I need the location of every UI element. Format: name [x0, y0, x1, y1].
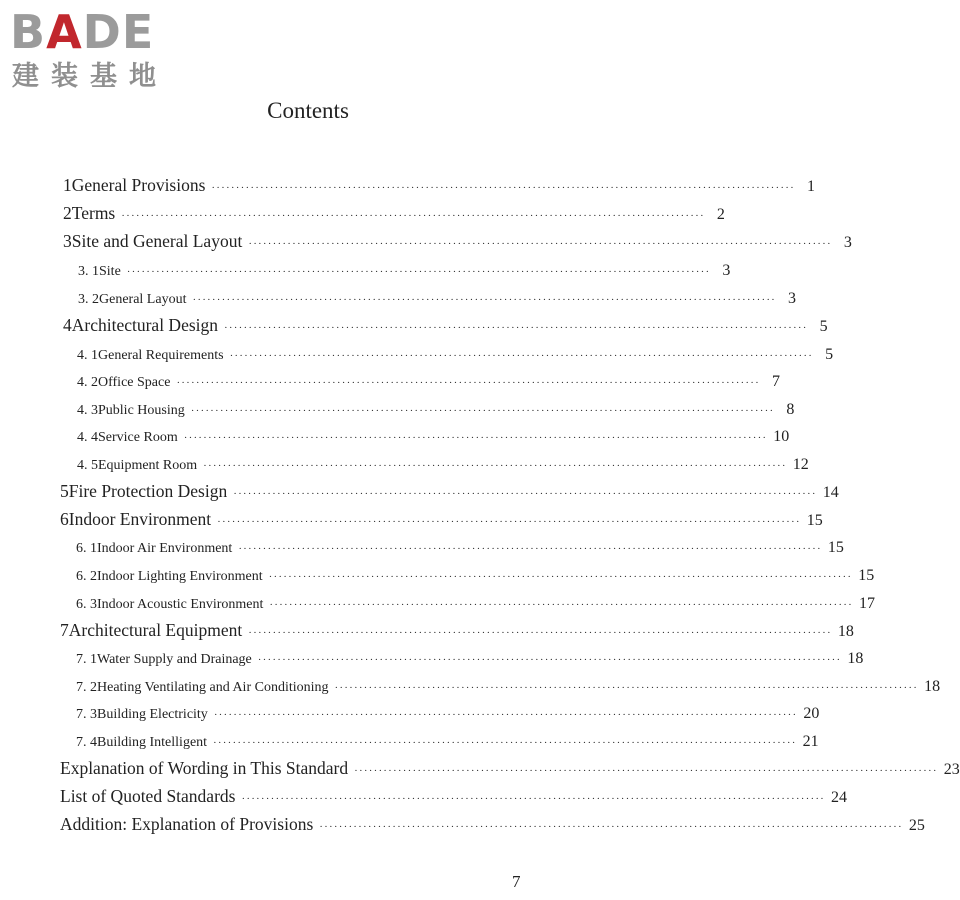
dot-leader: ························································································································	[248, 238, 832, 250]
toc-entry-number: 7. 4	[76, 735, 97, 750]
toc-entry-page: 15	[806, 512, 823, 529]
toc-entry	[76, 733, 819, 751]
toc-entry-page: 5	[825, 346, 834, 363]
dot-leader: ························································································································	[176, 377, 761, 389]
toc-entry	[60, 814, 925, 835]
dot-leader: ························································································································	[354, 765, 938, 777]
dot-leader: ························································································································	[217, 516, 801, 528]
toc-entry	[63, 203, 725, 224]
toc-entry	[63, 231, 852, 252]
toc-entry-number: 4. 2	[77, 375, 98, 390]
toc-entry-title: Architectural Equipment	[68, 620, 243, 640]
toc-entry-title: General Requirements	[98, 348, 224, 363]
toc-entry	[63, 315, 828, 336]
toc-entry-page: 8	[786, 401, 795, 418]
toc-entry-number: 4. 5	[77, 458, 98, 473]
toc-entry	[76, 539, 844, 557]
toc-entry	[60, 620, 854, 641]
toc-entry-page: 3	[788, 290, 797, 307]
toc-entry-title: Terms	[71, 203, 116, 223]
toc-entry-number: 4. 3	[77, 403, 98, 418]
toc-entry	[76, 567, 875, 585]
dot-leader: ························································································································	[334, 682, 919, 694]
toc-entry-title: Heating Ventilating and Air Conditioning	[97, 680, 329, 695]
toc-entry-number: 3. 1	[78, 264, 99, 279]
toc-entry-number: 6	[60, 509, 69, 529]
toc-entry-number: 4. 1	[77, 348, 98, 363]
toc-entry-number: 7. 3	[76, 707, 97, 722]
toc-entry-page: 12	[792, 456, 809, 473]
toc-entry-page: 18	[924, 678, 941, 695]
toc-entry	[76, 705, 820, 723]
dot-leader: ························································································································	[233, 488, 817, 500]
dot-leader: ························································································································	[213, 737, 797, 749]
toc-entry-page: 3	[722, 262, 731, 279]
toc-entry-page: 5	[819, 318, 828, 335]
toc-entry-title: Indoor Acoustic Environment	[97, 597, 264, 612]
toc-entry-title: Office Space	[98, 375, 171, 390]
dot-leader: ························································································································	[192, 294, 777, 306]
toc-entry-page: 10	[773, 428, 790, 445]
toc-entry	[77, 373, 781, 391]
toc-entry-page: 14	[822, 484, 839, 501]
dot-leader: ························································································································	[203, 460, 787, 472]
toc-entry-title: Water Supply and Drainage	[97, 652, 252, 667]
toc-entry	[76, 678, 941, 696]
toc-entry-title: Equipment Room	[98, 458, 198, 473]
dot-leader: ························································································································	[248, 627, 832, 639]
toc-entry	[78, 290, 797, 308]
toc-entry-number: 6. 2	[76, 569, 97, 584]
toc-entry-page: 3	[843, 234, 852, 251]
dot-leader: ························································································································	[224, 322, 808, 334]
toc-entry-title: Service Room	[98, 430, 178, 445]
toc-entry-page: 24	[831, 789, 848, 806]
toc-entry-page: 20	[803, 705, 820, 722]
toc-entry-number: 2	[63, 203, 72, 223]
toc-entry	[76, 595, 875, 613]
toc-entry	[77, 346, 834, 364]
toc-entry	[60, 786, 848, 807]
dot-leader: ························································································································	[257, 654, 842, 666]
toc-entry-number: 6. 3	[76, 597, 97, 612]
toc-entry-title: Indoor Environment	[68, 509, 212, 529]
toc-entry	[63, 175, 815, 196]
toc-entry	[78, 262, 731, 280]
toc-entry-title: Site	[99, 264, 121, 279]
toc-entry-page: 15	[827, 539, 844, 556]
toc-entry-title: Building Intelligent	[97, 735, 208, 750]
toc-entry-title: Site and General Layout	[71, 231, 243, 251]
toc-entry-title: General Provisions	[71, 175, 206, 195]
toc-entry-title: Indoor Air Environment	[97, 541, 233, 556]
toc-entry-title: Architectural Design	[71, 315, 219, 335]
toc-entry-number: 5	[60, 481, 69, 501]
toc-entry-page: 18	[837, 623, 854, 640]
toc-entry-page: 17	[859, 595, 875, 612]
dot-leader: ························································································································	[183, 432, 768, 444]
dot-leader: ························································································································	[268, 571, 853, 583]
logo-wordmark: BADE	[10, 5, 155, 59]
dot-leader: ························································································································	[229, 350, 814, 362]
toc-entry-number: 7	[60, 620, 69, 640]
toc-entry	[77, 428, 790, 446]
dot-leader: ························································································································	[213, 709, 798, 721]
toc-entry-page: 2	[716, 206, 725, 223]
toc-entry-title: Addition: Explanation of Provisions	[60, 814, 314, 834]
page-title: Contents	[267, 98, 349, 123]
toc-entry-page: 25	[908, 817, 925, 834]
dot-leader: ························································································································	[211, 182, 795, 194]
toc-entry	[76, 650, 864, 668]
dot-leader: ························································································································	[238, 543, 822, 555]
dot-leader: ························································································································	[241, 793, 826, 805]
toc-entry	[60, 758, 960, 779]
dot-leader: ························································································································	[319, 821, 903, 833]
logo-subtitle: 建装基地	[12, 61, 168, 92]
toc-entry-page: 18	[847, 650, 864, 667]
bade-logo	[10, 5, 185, 98]
toc-entry-title: Explanation of Wording in This Standard	[60, 758, 349, 778]
toc-entry-number: 3. 2	[78, 292, 99, 307]
toc-entry-number: 6. 1	[76, 541, 97, 556]
toc-entry-title: General Layout	[99, 292, 187, 307]
toc-entry-number: 1	[63, 175, 72, 195]
toc-entry-page: 21	[802, 733, 819, 750]
dot-leader: ························································································································	[126, 266, 711, 278]
toc-entry	[77, 401, 795, 419]
page-number: 7	[512, 872, 521, 891]
toc-entry-number: 7. 1	[76, 652, 97, 667]
toc-entry-page: 1	[807, 178, 815, 195]
toc-entry-page: 7	[772, 373, 781, 390]
toc-entry-number: 4	[63, 315, 72, 335]
toc-entry-title: Indoor Lighting Environment	[97, 569, 263, 584]
toc-entry-title: List of Quoted Standards	[60, 786, 236, 806]
toc-entry-number: 3	[63, 231, 72, 251]
toc-entry-number: 4. 4	[77, 430, 98, 445]
toc-entry-title: Fire Protection Design	[68, 481, 228, 501]
dot-leader: ························································································································	[269, 599, 853, 611]
toc-entry-title: Building Electricity	[97, 707, 208, 722]
toc-entry-page: 23	[943, 761, 960, 778]
toc-entry-title: Public Housing	[98, 403, 185, 418]
toc-entry	[60, 481, 839, 502]
toc-entry-page: 15	[858, 567, 875, 584]
dot-leader: ························································································································	[190, 405, 775, 417]
dot-leader: ························································································································	[121, 210, 705, 222]
toc-entry-number: 7. 2	[76, 680, 97, 695]
toc-entry	[77, 456, 809, 474]
toc-entry	[60, 509, 823, 530]
